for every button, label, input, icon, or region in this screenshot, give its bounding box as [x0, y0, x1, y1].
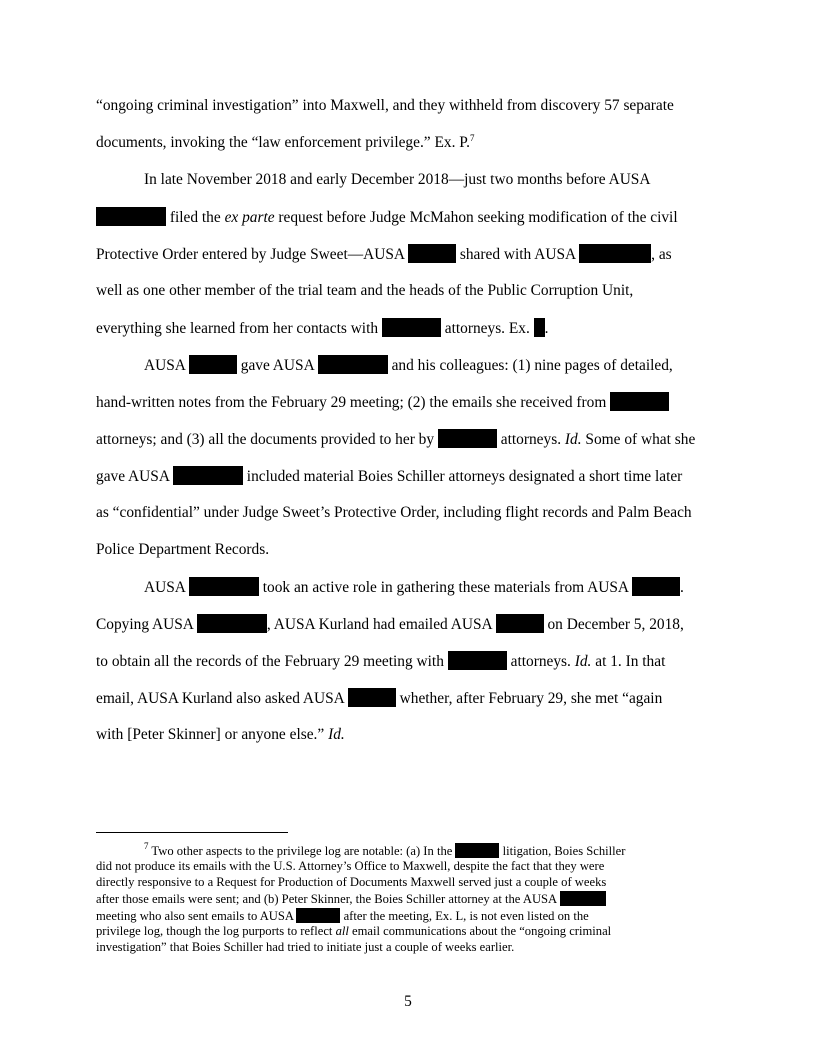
redaction-box [560, 891, 606, 906]
body-line [96, 96, 674, 116]
body-line [96, 133, 474, 153]
redaction-box [96, 207, 166, 226]
text: attorneys. Ex. [440, 320, 534, 337]
text: did not produce its emails with the U.S. Attorney’s Office to Maxwell, despite the fact that they were [96, 859, 605, 873]
body-line [144, 577, 684, 598]
text: as “confidential” under Judge Sweet’s Protective Order, including flight records and Palm Beach [96, 504, 692, 521]
body-line [96, 244, 672, 265]
text: shared with AUSA [456, 246, 580, 263]
text: whether, after February 29, she met “again [395, 690, 663, 707]
text: . [544, 320, 549, 337]
footnote-line [96, 924, 611, 939]
body-line [96, 207, 678, 228]
text: and his colleagues: (1) nine pages of detailed, [387, 357, 673, 374]
redaction-box [197, 614, 267, 633]
redaction-box [496, 614, 544, 633]
text: investigation” that Boies Schiller had tried to initiate just a couple of weeks earlier. [96, 940, 515, 954]
body-line [96, 392, 669, 413]
italic-text: ex parte [224, 209, 275, 226]
text: email communications about the “ongoing criminal [348, 924, 612, 938]
text: filed the [166, 209, 225, 226]
text: Two other aspects to the privilege log are notable: (a) In the [148, 844, 456, 858]
redaction-box [632, 577, 680, 596]
body-line [96, 614, 684, 635]
text: . [680, 579, 684, 596]
body-line [96, 540, 269, 560]
text: Police Department Records. [96, 541, 270, 558]
redaction-box [382, 318, 441, 337]
text: to obtain all the records of the February 29 meeting with [96, 653, 448, 670]
italic-text: all [335, 924, 349, 938]
redaction-box [296, 908, 340, 923]
italic-text: Id. [574, 653, 592, 670]
text: gave AUSA [96, 468, 173, 485]
redaction-box [448, 651, 507, 670]
text: attorneys. [506, 653, 575, 670]
text: everything she learned from her contacts with [96, 320, 382, 337]
redaction-box [173, 466, 243, 485]
text: Some of what she [581, 431, 696, 448]
redaction-box [318, 355, 388, 374]
body-line [144, 170, 651, 190]
text: included material Boies Schiller attorneys designated a short time later [242, 468, 683, 485]
text: meeting who also sent emails to AUSA [96, 909, 297, 923]
redaction-box [455, 843, 499, 858]
footnote-line [144, 843, 625, 859]
text: AUSA [144, 357, 189, 374]
text: AUSA [144, 579, 189, 596]
body-line [96, 503, 692, 523]
page-number: 5 [404, 993, 412, 1010]
text: Copying AUSA [96, 616, 197, 633]
text: documents, invoking the “law enforcement privilege.” Ex. P. [96, 134, 470, 151]
body-line [96, 281, 633, 301]
text: , AUSA Kurland had emailed AUSA [266, 616, 496, 633]
redaction-box [438, 429, 497, 448]
footnote-line [96, 875, 606, 890]
text: litigation, Boies Schiller [499, 844, 626, 858]
footnote-line [96, 859, 604, 874]
body-line [96, 651, 665, 672]
body-line [96, 725, 345, 745]
text: In late November 2018 and early December 2018—just two months before AUSA [144, 171, 651, 188]
footnote-marker: 7 [144, 841, 149, 851]
body-line [144, 355, 673, 376]
text: “ongoing criminal investigation” into Maxwell, and they withheld from discovery 57 separate [96, 97, 674, 114]
redaction-box [408, 244, 456, 263]
footnote-line [96, 940, 514, 955]
body-line [96, 688, 662, 709]
text: , as [651, 246, 672, 263]
body-line [96, 429, 695, 450]
body-line [96, 318, 549, 339]
text: after those emails were sent; and (b) Peter Skinner, the Boies Schiller attorney at the AUSA [96, 892, 560, 906]
text: after the meeting, Ex. L, is not even listed on the [340, 909, 589, 923]
text: hand-written notes from the February 29 meeting; (2) the emails she received from [96, 394, 611, 411]
italic-text: Id. [328, 726, 345, 743]
text: Protective Order entered by Judge Sweet—AUSA [96, 246, 409, 263]
text: attorneys. [496, 431, 565, 448]
body-line [96, 466, 682, 487]
text: with [Peter Skinner] or anyone else.” [96, 726, 329, 743]
text: privilege log, though the log purports to reflect [96, 924, 336, 938]
redaction-box [189, 577, 259, 596]
footnote-line [96, 891, 606, 907]
italic-text: Id. [564, 431, 582, 448]
text: took an active role in gathering these materials from AUSA [258, 579, 633, 596]
text: on December 5, 2018, [543, 616, 684, 633]
footnote-line [96, 908, 589, 924]
redaction-box [534, 318, 545, 337]
text: at 1. In that [591, 653, 666, 670]
footnote-ref[interactable]: 7 [469, 133, 475, 143]
redaction-box [348, 688, 396, 707]
text: gave AUSA [236, 357, 318, 374]
redaction-box [610, 392, 669, 411]
text: request before Judge McMahon seeking modification of the civil [274, 209, 678, 226]
footnote-separator [96, 832, 288, 833]
text: attorneys; and (3) all the documents provided to her by [96, 431, 438, 448]
redaction-box [189, 355, 237, 374]
text: directly responsive to a Request for Production of Documents Maxwell served just a couple of weeks [96, 875, 607, 889]
redaction-box [579, 244, 651, 263]
text: email, AUSA Kurland also asked AUSA [96, 690, 348, 707]
text: well as one other member of the trial team and the heads of the Public Corruption Unit, [96, 282, 634, 299]
